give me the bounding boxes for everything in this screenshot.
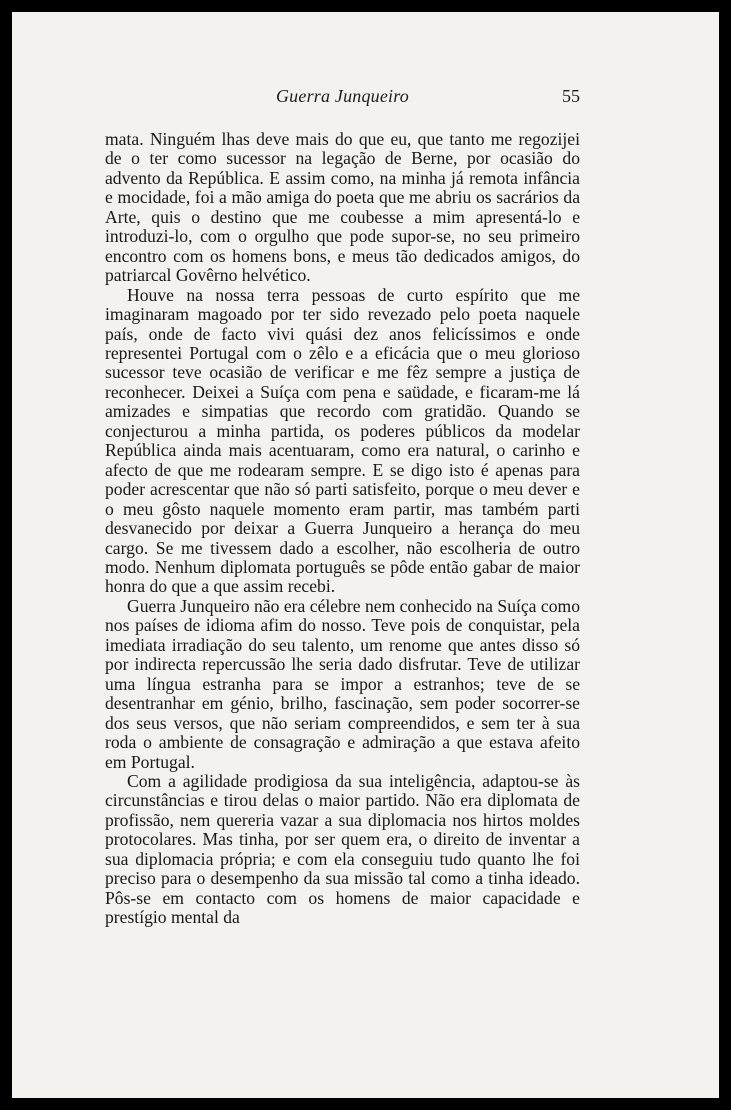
- page-number: 55: [562, 86, 580, 106]
- page-header: [105, 86, 580, 114]
- running-title: Guerra Junqueiro: [275, 86, 409, 106]
- paragraph: Houve na nossa terra pessoas de curto espírito que me imaginaram magoado por ter sido revezado pelo poeta naquele país, onde de facto vivi quási dez anos felicíssimos e onde representei Portugal com o zêlo e a eficácia que o meu glorioso sucessor teve ocasião de verificar e me fêz sempre a justiça de reconhecer. Deixei a Suíça com pena e saüdade, e ficaram-me lá amizades e simpatias que recordo com gratidão. Quando se conjecturou a minha partida, os poderes públicos da modelar República ainda mais acentuaram, como era natural, o carinho e afecto de que me rodearam sempre. E se digo isto é apenas para poder acrescentar que não só parti satisfeito, porque o meu dever e o meu gôsto naquele momento eram partir, mas também parti desvanecido por deixar a Guerra Junqueiro a herança do meu cargo. Se me tivessem dado a escolher, não escolheria de outro modo. Nenhum diplomata português se pôde então gabar de maior honra do que a que assim recebi.: [105, 284, 580, 597]
- paragraph-continuation: mata. Ninguém lhas deve mais do que eu, que tanto me regozijei de o ter como sucessor na legação de Berne, por ocasião do advento da República. E assim como, na minha já remota infância e mocidade, foi a mão amiga do poeta que me abriu os sacrários da Arte, quis o destino que me coubesse a mim apresentá-lo e introduzi-lo, com o orgulho que pode supor-se, no seu primeiro encontro com os homens bons, e meus tão dedicados amigos, do patriarcal Govêrno helvético.: [105, 129, 580, 286]
- paragraph: Guerra Junqueiro não era célebre nem conhecido na Suíça como nos países de idioma afim do nosso. Teve pois de conquistar, pela imediata irradiação do seu talento, um renome que antes disso só por indirecta repercussão lhe seria dado disfrutar. Teve de utilizar uma língua estranha para se impor a estranhos; teve de se desentranhar em génio, brilho, fascinação, sem poder socorrer-se dos seus versos, que não seriam compreendidos, e sem ter à sua roda o ambiente de consagração e admiração a que estava afeito em Portugal.: [105, 595, 580, 772]
- body-text: [105, 130, 580, 928]
- paragraph: Com a agilidade prodigiosa da sua inteligência, adaptou-se às circunstâncias e tirou delas o maior partido. Não era diplomata de profissão, nem quereria vazar a sua diplomacia nos hirtos moldes protocolares. Mas tinha, por ser quem era, o direito de inventar a sua diplomacia própria; e com ela conseguiu tudo quanto lhe foi preciso para o desempenho da sua missão tal como a tinha ideado. Pôs-se em contacto com os homens de maior capacidade e prestígio mental da: [105, 770, 580, 928]
- book-page: [12, 12, 719, 1098]
